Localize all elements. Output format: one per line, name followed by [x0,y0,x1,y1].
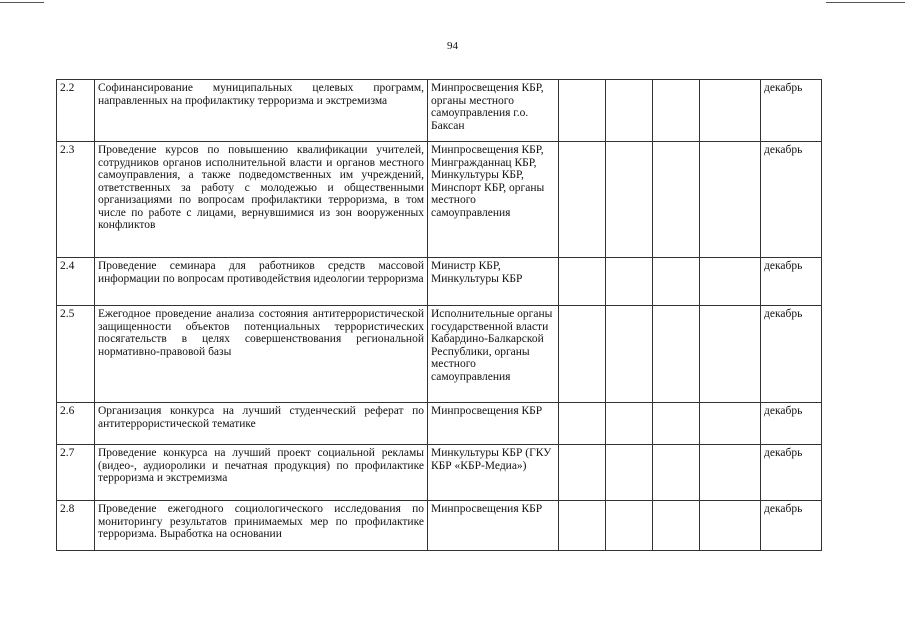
row-number: 2.3 [57,142,95,258]
measure-description: Софинансирование муниципальных целевых программ, направленных на профилактику терроризма и экстремизма [95,80,428,142]
empty-cell [559,501,606,551]
empty-cell [606,142,653,258]
empty-cell [606,80,653,142]
empty-cell [653,258,700,306]
deadline: декабрь [761,403,822,445]
deadline: декабрь [761,501,822,551]
empty-cell [559,445,606,501]
deadline: декабрь [761,258,822,306]
empty-cell [700,142,761,258]
deadline: декабрь [761,142,822,258]
deadline: декабрь [761,445,822,501]
measure-description: Ежегодное проведение анализа состояния антитеррористической защищенности объектов потенциальных террористических посягательств в целях совершенствования региональной нормативно-правовой базы [95,306,428,403]
empty-cell [700,501,761,551]
row-number: 2.2 [57,80,95,142]
empty-cell [559,403,606,445]
empty-cell [606,306,653,403]
table-row [57,306,822,403]
empty-cell [559,142,606,258]
empty-cell [700,258,761,306]
measure-description: Проведение конкурса на лучший проект социальной рекламы (видео-, аудиоролики и печатная продукция) по профилактике терроризма и экстремизма [95,445,428,501]
empty-cell [653,403,700,445]
measures-table [56,79,822,551]
top-rule-right [826,2,905,3]
empty-cell [700,445,761,501]
row-number: 2.6 [57,403,95,445]
row-number: 2.8 [57,501,95,551]
page-number: 94 [447,40,458,52]
responsible-party: Исполнительные органы государственной власти Кабардино-Балкарской Республики, органы местного самоуправления [428,306,559,403]
responsible-party: Минпросвещения КБР, Мингражданнац КБР, Минкультуры КБР, Минспорт КБР, органы местного самоуправления [428,142,559,258]
empty-cell [653,445,700,501]
empty-cell [653,306,700,403]
deadline: декабрь [761,80,822,142]
empty-cell [653,501,700,551]
row-number: 2.5 [57,306,95,403]
row-number: 2.7 [57,445,95,501]
deadline: декабрь [761,306,822,403]
table-row [57,80,822,142]
table-row [57,445,822,501]
empty-cell [653,142,700,258]
empty-cell [653,80,700,142]
measure-description: Организация конкурса на лучший студенческий реферат по антитеррористической тематике [95,403,428,445]
responsible-party: Минпросвещения КБР [428,501,559,551]
empty-cell [700,403,761,445]
table-row [57,142,822,258]
empty-cell [700,80,761,142]
empty-cell [606,501,653,551]
empty-cell [559,258,606,306]
table-row [57,501,822,551]
responsible-party: Минпросвещения КБР [428,403,559,445]
measure-description: Проведение курсов по повышению квалификации учителей, сотрудников органов исполнительной власти и органов местного самоуправления, а также подведомственных им учреждений, ответственных за работу с молодежью и общественными организациями по вопросам профилактики терроризма, в том числе по работе с лицами, вернувшимися из зон вооруженных конфликтов [95,142,428,258]
empty-cell [559,306,606,403]
empty-cell [606,258,653,306]
empty-cell [606,445,653,501]
empty-cell [700,306,761,403]
responsible-party: Минпросвещения КБР, органы местного самоуправления г.о. Баксан [428,80,559,142]
measure-description: Проведение ежегодного социологического исследования по мониторингу результатов принимаемых мер по профилактике терроризма. Выработка на основании [95,501,428,551]
empty-cell [559,80,606,142]
empty-cell [606,403,653,445]
table-row [57,258,822,306]
responsible-party: Минкультуры КБР (ГКУ КБР «КБР-Медиа») [428,445,559,501]
measure-description: Проведение семинара для работников средств массовой информации по вопросам противодействия идеологии терроризма [95,258,428,306]
table-row [57,403,822,445]
top-rule-left [0,2,44,3]
row-number: 2.4 [57,258,95,306]
responsible-party: Министр КБР, Минкультуры КБР [428,258,559,306]
